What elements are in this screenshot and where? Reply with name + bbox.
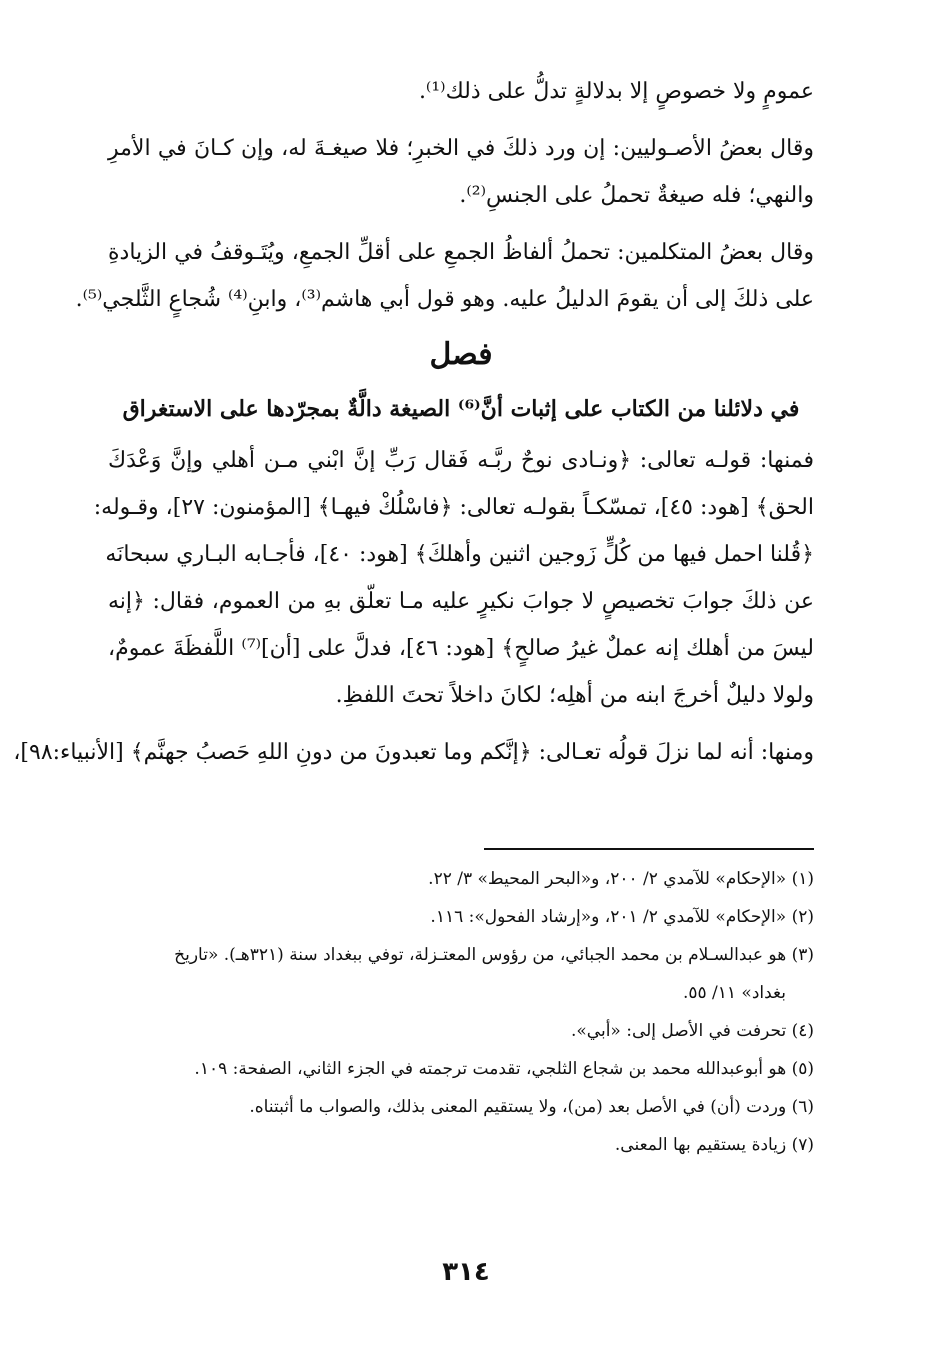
footnote-line: (٢) «الإحكام» للآمدي ٢/ ٢٠١، و«إرشاد الفحول»: ١١٦.: [430, 907, 814, 927]
footnote-line: (٧) زيادة يستقيم بها المعنى.: [614, 1135, 814, 1155]
text-line: ﴿قُلنا احمل فيها من كُلٍّ زَوجين اثنين وأهلكَ﴾ [هود: ٤٠]، فأجـابه البـاري سبحانَه: [105, 542, 814, 567]
footnote-6: [108, 1088, 814, 1126]
paragraph-5: [13, 729, 814, 776]
footnote-line: (٥) هو أبوعبدالله محمد بن شجاع الثلجي، تقدمت ترجمته في الجزء الثاني، الصفحة: ١٠٩.: [194, 1059, 814, 1079]
text-line: والنهي؛ فله صيغةٌ تحملُ على الجنسِ⁽²⁾.: [459, 183, 814, 208]
footnote-line: (٤) تحرفت في الأصل إلى: «أبي».: [571, 1021, 814, 1041]
text-line: وقال بعضُ الأصـوليين: إن ورد ذلكَ في الخبرِ؛ فلا صيغـةَ له، وإن كـانَ في الأمرِ: [108, 136, 814, 161]
text-line: وقال بعضُ المتكلمين: تحملُ ألفاظُ الجمعِ على أقلِّ الجمعِ، ويُتَـوقفُ في الزيادةِ: [108, 240, 814, 265]
text-line: عن ذلكَ جوابَ تخصيصٍ لا جوابَ نكيرٍ عليه مـا تعلّق بهِ من العموم، فقال: ﴿إنه: [108, 589, 814, 614]
text-line: ليسَ من أهلك إنه عملٌ غيرُ صالحٍ﴾ [هود: ٤٦]، فدلَّ على [أن]⁽⁷⁾ اللَّفظَةَ عمومٌ،: [108, 636, 814, 661]
footnote-2: [108, 898, 814, 936]
paragraph-1: [108, 68, 814, 115]
text-line: عمومٍ ولا خصوصٍ إلا بدلالةٍ تدلُّ على ذلك⁽¹⁾.: [418, 79, 814, 104]
footnote-line: بغداد» ١١/ ٥٥.: [682, 983, 786, 1003]
text-line: ومنها: أنه لما نزلَ قولُه تعـالى: ﴿إنَّكم وما تعبدونَ من دونِ اللهِ حَصبُ جهنَّم﴾ [الأنبياء:٩٨]،: [13, 740, 814, 765]
footnote-3: [108, 936, 814, 1012]
footnote-line: (١) «الإحكام» للآمدي ٢/ ٢٠٠، و«البحر المحيط» ٣/ ٢٢.: [428, 869, 814, 889]
footnote-4: [108, 1012, 814, 1050]
footnote-7: [108, 1126, 814, 1164]
text-line: على ذلكَ إلى أن يقومَ الدليلُ عليه. وهو قول أبي هاشم⁽³⁾، وابنِ⁽⁴⁾ شُجاعٍ الثَّلجي⁽⁵⁾.: [75, 287, 814, 312]
footnote-divider: [484, 848, 814, 850]
page-number: ٣١٤: [442, 1257, 490, 1287]
footnotes: [108, 860, 814, 1164]
text-line: فمنها: قولـه تعالى: ﴿ونـادى نوحٌ ربَّـه فَقال رَبِّ إنَّ ابْني مـن أهلي وإنَّ وَعْدَكَ: [108, 448, 814, 473]
text-line: ولولا دليلٌ أخرجَ ابنه من أهلِه؛ لكانَ داخلاً تحتَ اللفظِ.: [335, 683, 814, 708]
paragraph-2: [108, 125, 814, 219]
footnote-5: [108, 1050, 814, 1088]
footnote-1: [108, 860, 814, 898]
footnote-line: (٣) هو عبدالسـلام بن محمد الجبائي، من رؤوس المعتـزلة، توفي ببغداد سنة (٣٢١هـ). «تاريخ: [174, 945, 814, 965]
section-title: فصل: [429, 337, 493, 372]
paragraph-3: [75, 229, 814, 323]
text-line: الحق﴾ [هود: ٤٥]، تمسّكـاً بقولـه تعالى: ﴿فاسْلُكْ فيهـا﴾ [المؤمنون: ٢٧]، وقـوله:: [93, 495, 814, 520]
section-subtitle: في دلائلنا من الكتاب على إثبات أنَّ⁽⁶⁾ الصيغة دالَّةٌ بمجرّدها على الاستغراق: [122, 396, 800, 422]
paragraph-4: [93, 437, 814, 719]
page-content: [13, 68, 814, 1366]
footnote-line: (٦) وردت (أن) في الأصل بعد (من)، ولا يستقيم المعنى بذلك، والصواب ما أثبتناه.: [249, 1097, 814, 1117]
